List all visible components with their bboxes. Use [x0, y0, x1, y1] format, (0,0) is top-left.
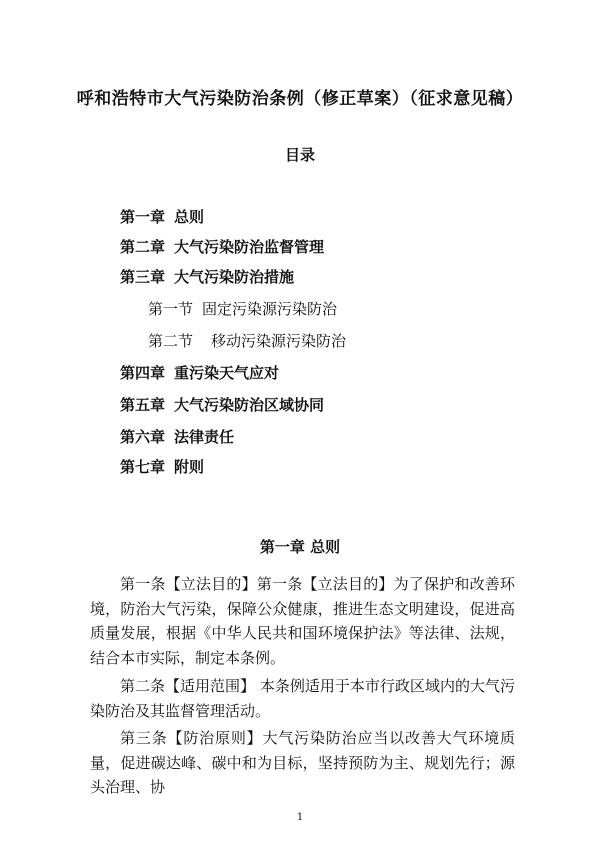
toc-item-number: 第一章 [120, 208, 166, 226]
toc-item-chapter-2 [120, 236, 324, 257]
article-paragraph [90, 726, 515, 800]
toc-item-number: 第二章 [120, 238, 166, 256]
toc-item-section-2 [148, 330, 346, 351]
toc-item-title: 总则 [174, 208, 205, 226]
article-label: 第二条【适用范围】 [120, 677, 256, 695]
toc-item-chapter-3 [120, 266, 294, 287]
toc-item-chapter-7 [120, 456, 204, 477]
toc-item-number: 第五章 [120, 396, 166, 414]
toc-item-chapter-6 [120, 426, 234, 447]
toc-item-number: 第七章 [120, 458, 166, 476]
toc-heading: 目录 [284, 146, 315, 164]
toc-item-title: 法律责任 [174, 428, 235, 446]
chapter-heading: 第一章 总则 [259, 538, 341, 556]
toc-item-chapter-5 [120, 394, 324, 415]
toc-item-title: 固定污染源污染防治 [202, 300, 338, 318]
toc-item-title: 附则 [174, 458, 205, 476]
article-label: 第三条【防治原则】 [120, 729, 263, 747]
article-text: 第一条【立法目的】为了保护和改善环境，防治大气污染，保障公众健康，推进生态文明建设，促进高质量发展，根据《中华人民共和国环境保护法》等法律、法规，结合本市实际，制定本条例。 [90, 575, 515, 667]
toc-item-number: 第三章 [120, 268, 166, 286]
toc-item-title: 大气污染防治措施 [174, 268, 295, 286]
toc-item-section-1 [148, 298, 337, 319]
toc-item-number: 第一节 [148, 300, 194, 318]
toc-item-number: 第二节 [148, 332, 194, 350]
article-text: 大气污染防治应当以改善大气环境质量，促进碳达峰、碳中和为目标，坚持预防为主、规划先行；源头治理、协 [90, 729, 515, 796]
toc-item-number: 第四章 [120, 364, 166, 382]
toc-item-title: 大气污染防治监督管理 [174, 238, 325, 256]
article-text: 本条例适用于本市行政区域内的大气污染防治及其监督管理活动。 [90, 677, 515, 720]
toc-item-chapter-4 [120, 362, 279, 383]
article-paragraph [90, 572, 515, 670]
toc-item-number: 第六章 [120, 428, 166, 446]
toc-item-title: 移动污染源污染防治 [211, 332, 347, 350]
toc-item-chapter-1 [120, 206, 204, 227]
page-number: 1 [296, 812, 304, 823]
article-label: 第一条【立法目的】 [120, 575, 257, 593]
document-title: 呼和浩特市大气污染防治条例（修正草案）（征求意见稿） [76, 89, 524, 109]
article-paragraph [90, 674, 515, 723]
toc-item-title: 大气污染防治区域协同 [174, 396, 325, 414]
toc-item-title: 重污染天气应对 [174, 364, 280, 382]
